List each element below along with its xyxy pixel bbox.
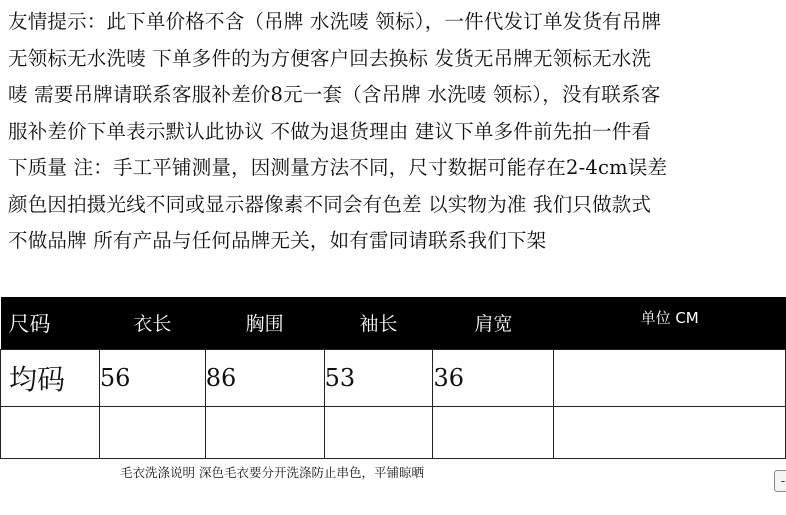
header-sleeve: 袖长 — [359, 313, 398, 336]
cell-shoulder: 36 — [433, 349, 554, 406]
header-size: 尺码 — [8, 311, 51, 336]
notice-line: 颜色因拍摄光线不同或显示器像素不同会有色差 以实物为准 我们只做款式 — [8, 192, 652, 216]
cell-empty — [324, 406, 433, 458]
notice-line: 无领标无水洗唛 下单多件的为方便客户回去换标 发货无吊牌无领标无水洗 — [8, 46, 652, 70]
header-length: 衣长 — [133, 313, 172, 336]
header-unit: 单位 CM — [640, 309, 699, 327]
collapse-button[interactable]: - — [774, 470, 786, 492]
notice-line: 服补差价下单表示默认此协议 不做为退货理由 建议下单多件前先拍一件看 — [8, 119, 652, 143]
cell-empty — [554, 349, 786, 406]
notice-line: 友情提示：此下单价格不含（吊牌 水洗唛 领标），一件代发订单发货有吊牌 — [8, 10, 662, 33]
table-row — [1, 406, 786, 458]
notice-line: 下质量 注：手工平铺测量，因测量方法不同，尺寸数据可能存在2-4cm误差 — [8, 156, 668, 179]
cell-size: 均码 — [1, 349, 100, 406]
cell-empty — [554, 406, 786, 458]
cell-sleeve: 53 — [324, 349, 433, 406]
cell-chest: 86 — [205, 349, 324, 406]
table-row — [1, 349, 786, 406]
size-table — [0, 297, 786, 459]
cell-empty — [99, 406, 205, 458]
header-shoulder: 肩宽 — [474, 313, 513, 336]
notice-text — [8, 4, 784, 260]
cell-empty — [1, 406, 100, 458]
cell-empty — [433, 406, 554, 458]
header-chest: 胸围 — [245, 313, 284, 336]
care-instructions: 毛衣洗涤说明 深色毛衣要分开洗涤防止串色，平铺晾晒 — [120, 465, 424, 480]
notice-line: 唛 需要吊牌请联系客服补差价8元一套（含吊牌 水洗唛 领标），没有联系客 — [8, 83, 661, 106]
cell-length: 56 — [99, 349, 205, 406]
cell-empty — [205, 406, 324, 458]
size-table-header — [1, 297, 786, 349]
notice-line: 不做品牌 所有产品与任何品牌无关，如有雷同请联系我们下架 — [8, 229, 547, 252]
